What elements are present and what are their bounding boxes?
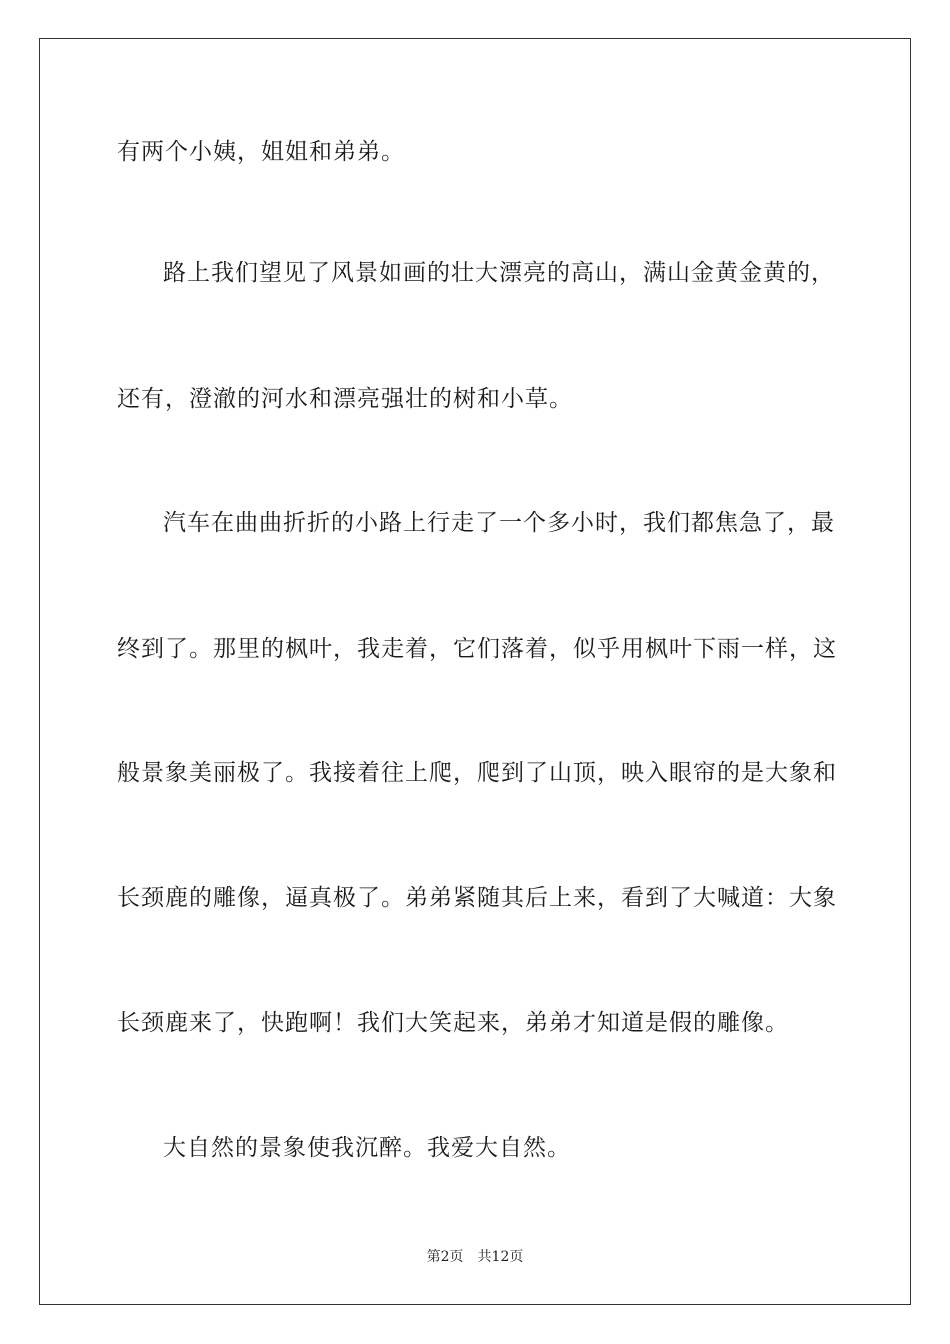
- text-line-9: 大自然的景象使我沉醉。我爱大自然。: [163, 1135, 571, 1161]
- page-number: 第2页: [426, 1249, 464, 1265]
- text-line-7: 长颈鹿的雕像，逼真极了。弟弟紧随其后上来，看到了大喊道：大象: [117, 885, 837, 911]
- text-line-4: 汽车在曲曲折折的小路上行走了一个多小时，我们都焦急了，最: [163, 510, 835, 536]
- text-line-6: 般景象美丽极了。我接着往上爬，爬到了山顶，映入眼帘的是大象和: [117, 760, 837, 786]
- page-total: 共12页: [477, 1249, 524, 1265]
- text-line-8: 长颈鹿来了，快跑啊！我们大笑起来，弟弟才知道是假的雕像。: [117, 1010, 789, 1036]
- text-line-3: 还有，澄澈的河水和漂亮强壮的树和小草。: [117, 386, 573, 412]
- page-footer: [0, 1247, 950, 1267]
- text-line-2: 路上我们望见了风景如画的壮大漂亮的高山，满山金黄金黄的，: [163, 260, 835, 286]
- text-line-1: 有两个小姨，姐姐和弟弟。: [117, 139, 405, 165]
- page-border: [39, 38, 911, 1305]
- text-line-5: 终到了。那里的枫叶，我走着，它们落着，似乎用枫叶下雨一样，这: [117, 636, 837, 662]
